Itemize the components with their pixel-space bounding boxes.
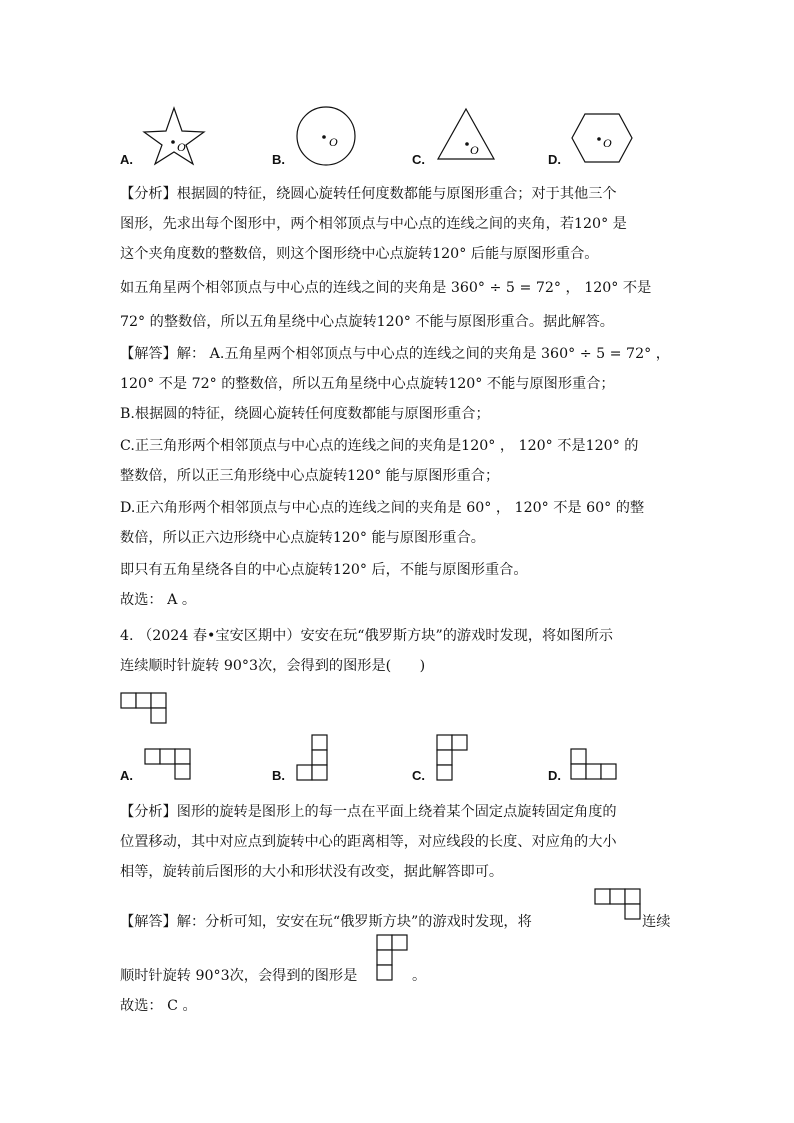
q3-analysis-line: 【分析】根据圆的特征，绕圆心旋转任何度数都能与原图形重合；对于其他三个 <box>120 186 617 202</box>
q4-option-c-shape <box>436 734 470 784</box>
q4-answer-text: 连续 <box>642 914 671 930</box>
q3-answer-line: 120° 不是 72° 的整数倍，所以五角星绕中心点旋转120° 不能与原图形重合； <box>120 376 615 392</box>
q3-answer-line: D.正六角形两个相邻顶点与中心点的连线之间的夹角是 60° ， 120° 不是 60° 的整 <box>120 500 645 516</box>
center-o-label: O <box>603 136 612 150</box>
q4-option-b-label: B. <box>272 768 285 783</box>
q4-option-d-label: D. <box>548 768 561 783</box>
q3-choose: 故选： A 。 <box>120 592 197 608</box>
triangle-figure <box>434 106 498 162</box>
q3-option-a-label: A. <box>120 152 133 167</box>
circle-figure <box>294 104 358 168</box>
q4-answer-text: 【解答】解：分析可知，安安在玩“俄罗斯方块”的游戏时发现，将 <box>120 914 532 930</box>
q3-answer-line: C.正三角形两个相邻顶点与中心点的连线之间的夹角是120° ， 120° 不是120° 的 <box>120 438 639 454</box>
q4-stem-line: 4. （2024 春•宝安区期中）安安在玩“俄罗斯方块”的游戏时发现，将如图所示 <box>120 628 613 644</box>
q3-answer-line: 即只有五角星绕各自的中心点旋转120° 后，不能与原图形重合。 <box>120 562 528 578</box>
q4-stem-line: 连续顺时针旋转 90°3次，会得到的图形是( ) <box>120 658 426 674</box>
q3-analysis-line: 这个夹角度数的整数倍，则这个图形绕中心点旋转120° 后能与原图形重合。 <box>120 246 599 262</box>
q3-answer-line: B.根据圆的特征，绕圆心旋转任何度数都能与原图形重合； <box>120 406 490 422</box>
q4-option-c-label: C. <box>412 768 425 783</box>
q4-option-b-shape <box>296 734 330 784</box>
q4-analysis-line: 【分析】图形的旋转是图形上的每一点在平面上绕着某个固定点旋转固定角度的 <box>120 804 617 820</box>
hexagon-figure <box>570 112 634 164</box>
q3-analysis-line: 72° 的整数倍，所以五角星绕中心点旋转120° 不能与原图形重合。据此解答。 <box>120 314 614 330</box>
q4-analysis-line: 相等，旋转前后图形的大小和形状没有改变，据此解答即可。 <box>120 864 504 880</box>
q4-option-d-shape <box>570 748 620 782</box>
q3-option-d-label: D. <box>548 152 561 167</box>
q4-original-shape <box>120 692 170 726</box>
q3-option-c-label: C. <box>412 152 425 167</box>
q4-option-a-shape <box>144 748 194 782</box>
q4-answer-inline-result-shape <box>376 934 410 984</box>
q4-answer-text: 顺时针旋转 90°3次，会得到的图形是 <box>120 968 358 984</box>
q3-option-b-label: B. <box>272 152 285 167</box>
q3-answer-line: 整数倍，所以正三角形绕中心点旋转120° 能与原图形重合； <box>120 468 500 484</box>
q3-analysis-line: 图形，先求出每个图形中，两个相邻顶点与中心点的连线之间的夹角，若120° 是 <box>120 216 627 232</box>
q3-answer-line: 【解答】解： A.五角星两个相邻顶点与中心点的连线之间的夹角是 360° ÷ 5 = 72° ， <box>120 346 670 362</box>
q3-analysis-line: 如五角星两个相邻顶点与中心点的连线之间的夹角是 360° ÷ 5 = 72° ， 120° 不是 <box>120 280 652 296</box>
q4-option-a-label: A. <box>120 768 133 783</box>
center-o-label: O <box>177 140 186 154</box>
q4-choose: 故选： C 。 <box>120 998 197 1014</box>
q3-answer-line: 数倍，所以正六边形绕中心点旋转120° 能与原图形重合。 <box>120 530 485 546</box>
star-figure <box>140 104 208 166</box>
q4-answer-inline-original-shape <box>594 888 644 922</box>
center-o-label: O <box>470 143 479 157</box>
center-o-label: O <box>329 135 338 149</box>
q4-analysis-line: 位置移动，其中对应点到旋转中心的距离相等，对应线段的长度、对应角的大小 <box>120 834 617 850</box>
q4-answer-text: 。 <box>412 968 427 984</box>
